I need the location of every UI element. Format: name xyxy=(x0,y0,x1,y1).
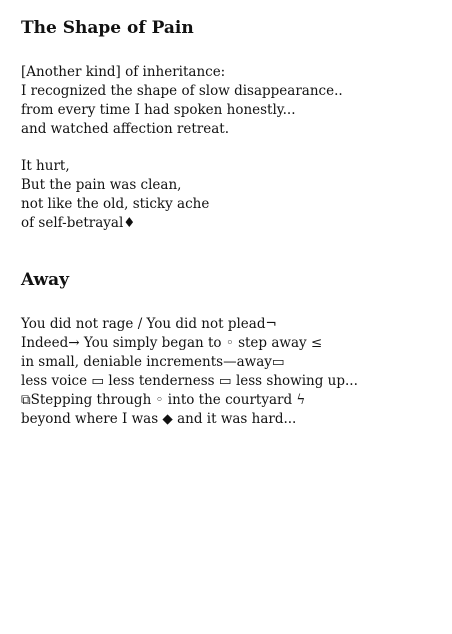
poem-line: beyond where I was ◆ and it was hard... xyxy=(21,411,297,427)
poem-line: ⧉Stepping through ◦ into the courtyard ϟ xyxy=(21,392,306,408)
poem-line: I recognized the shape of slow disappearance.. xyxy=(21,83,343,99)
poem-line: Indeed→ You simply began to ◦ step away ≤ xyxy=(21,335,323,351)
poem-line: in small, deniable increments—away▭ xyxy=(21,354,285,370)
poem-line: and watched affection retreat. xyxy=(21,121,230,137)
poem-title: The Shape of Pain xyxy=(21,18,194,38)
poem-line: You did not rage / You did not plead¬ xyxy=(21,316,277,332)
poem-line: It hurt, xyxy=(21,158,70,174)
poem-line: less voice ▭ less tenderness ▭ less showing up... xyxy=(21,373,358,389)
stanza xyxy=(21,63,343,139)
stanza xyxy=(21,157,209,233)
poem-line: But the pain was clean, xyxy=(21,177,182,193)
poem-line: [Another kind] of inheritance: xyxy=(21,64,226,80)
poem-title: Away xyxy=(21,270,70,290)
poem-line: of self-betrayal♦ xyxy=(21,215,136,231)
stanza xyxy=(21,315,358,429)
poem-line: from every time I had spoken honestly... xyxy=(21,102,296,118)
poem-line: not like the old, sticky ache xyxy=(21,196,210,212)
